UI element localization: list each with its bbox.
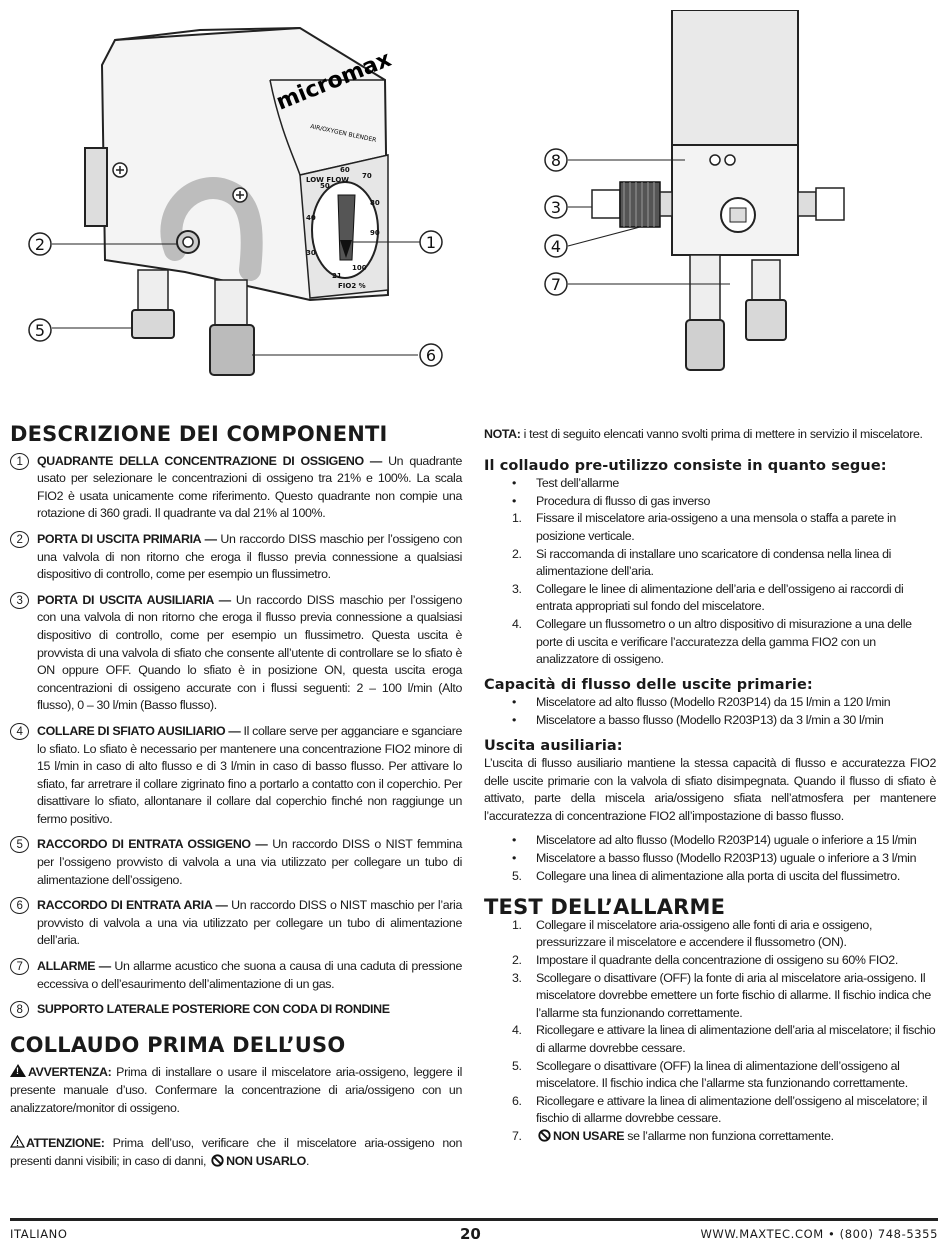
step-text: Collegare il miscelatore aria-ossigeno alle fonti di aria e ossigeno, pressurizzare il miscelatore e accendere il flussometro (ON). <box>536 917 873 950</box>
component-text: Un raccordo DISS maschio per l’ossigeno con una valvola di non ritorno che eroga il flusso previa connessione a qualsiasi dispositivo di controllo, come per esempio un flussimetro. <box>37 531 462 582</box>
step-number: 4. <box>512 616 522 631</box>
note-text: i test di seguito elencati vanno svolti prima di mettere in servizio il miscelatore. <box>520 427 923 441</box>
step-number: 5. <box>512 1058 522 1073</box>
dial-tick: 80 <box>370 199 380 207</box>
warning-icon <box>10 1064 26 1077</box>
heading-capacity: Capacità di flusso delle uscite primarie: <box>484 676 813 693</box>
step-number: 2. <box>512 546 522 561</box>
component-title: COLLARE DI SFIATO AUSILIARIO — <box>37 723 241 738</box>
list-item <box>484 546 936 581</box>
caution-end: . <box>305 1153 310 1168</box>
caution-icon <box>10 1135 25 1148</box>
heading-precheck: Il collaudo pre-utilizzo consiste in quanto segue: <box>484 457 887 474</box>
capacity-bullets <box>484 694 936 729</box>
step-number: 1. <box>512 917 522 932</box>
caution-label: ATTENZIONE: <box>26 1136 105 1151</box>
precheck-steps <box>484 510 936 668</box>
component-title: ALLARME — <box>37 959 111 974</box>
caution-text: Prima dell’uso, verificare che il miscelatore aria-ossigeno non presenti danni visibili; in caso di danni, <box>10 1136 462 1168</box>
component-text: Un allarme acustico che suona a causa di una caduta di pressione eccessiva o dell’esaurimento dell’alimentazione di un gas. <box>37 959 462 991</box>
alarm-steps <box>484 917 936 1146</box>
list-item <box>484 917 936 952</box>
dial-low-flow: LOW FLOW <box>306 176 349 184</box>
component-title: RACCORDO DI ENTRATA ARIA — <box>37 898 228 913</box>
step-text: Collegare un flussometro o un altro dispositivo di misurazione a una delle porte di uscita e verificare l’accuratezza della gamma FIO2 con un analizzatore di ossigeno. <box>536 616 912 667</box>
dial-tick: 90 <box>370 229 380 237</box>
step-number: 6. <box>512 1093 522 1108</box>
component-number: 2 <box>10 531 29 548</box>
step-number: 3. <box>512 970 522 985</box>
aux-steps <box>484 868 936 886</box>
list-item <box>484 1093 936 1128</box>
footer-contact: WWW.MAXTEC.COM • (800) 748-5355 <box>700 1227 938 1241</box>
component-item <box>10 836 462 889</box>
list-item: • Miscelatore ad alto flusso (Modello R203P14) uguale o inferiore a 15 l/min <box>484 832 936 850</box>
component-text: Un quadrante usato per selezionare le concentrazioni di ossigeno tra 21% e 100%. La scala FIO2 è usata unicamente come riferimento. Questo quadrante non compie una rotazione di 360 gradi. Il quadrante va dal 21% al 100%. <box>37 453 463 521</box>
page-number: 20 <box>460 1225 481 1243</box>
list-item <box>484 952 936 970</box>
dial-tick: 21 <box>332 272 342 280</box>
list-item <box>484 1022 936 1057</box>
blender-side-illustration <box>520 10 880 380</box>
warning-text: Prima di installare o usare il miscelatore aria-ossigeno, leggere il presente manuale d’uso. Confermare la concentrazione di aria/ossigeno con un analizzatore/monitor di ossigeno. <box>10 1065 462 1115</box>
dial-tick: 30 <box>306 249 316 257</box>
callout-1: 1 <box>425 233 437 252</box>
list-item <box>484 581 936 616</box>
component-item <box>10 453 462 523</box>
dial-tick: 40 <box>306 214 316 222</box>
list-item: • Miscelatore a basso flusso (Modello R203P13) da 3 l/min a 30 l/min <box>484 712 936 730</box>
component-text: Un raccordo DISS maschio per l’ossigeno con una valvola di non ritorno che eroga il flusso previa connessione a qualsiasi dispositivo di controllo, come per esempio un flussimetro. Questa uscita è provvista di una valvola di sfiato che consente all’utente di controllare se lo sfiato è ON oppure OFF. Quando lo sfiato è in posizione ON, questa uscita eroga concentrazioni di ossigeno accurate con i flussi seguenti: 2 – 100 l/min (Alto flusso), 0 – 30 l/min (Basso flusso). <box>37 592 462 713</box>
list-item <box>484 510 936 545</box>
component-text: Un raccordo DISS o NIST maschio per l’aria provvisto di valvola a una via utilizzato per collegare un tubo di alimentazione dell’aria. <box>37 898 462 948</box>
warning-paragraph <box>10 1064 462 1117</box>
brand-logo: micromax <box>272 46 395 116</box>
component-item <box>10 958 462 993</box>
component-item <box>10 1001 462 1019</box>
dial-tick: 70 <box>362 172 372 180</box>
step-text: Impostare il quadrante della concentrazione di ossigeno su 60% FIO2. <box>536 953 898 968</box>
note-label: NOTA: <box>484 427 521 441</box>
step-number: 1. <box>512 511 522 526</box>
list-item <box>484 1128 936 1146</box>
callout-8: 8 <box>550 151 562 170</box>
do-not-use-label: NON USARLO <box>226 1153 306 1168</box>
callout-5: 5 <box>34 321 46 340</box>
component-item <box>10 723 462 829</box>
component-number: 5 <box>10 836 29 853</box>
aux-paragraph: L’uscita di flusso ausiliario mantiene la stessa capacità di flusso e accuratezza FIO2 delle uscite primarie con la valvola di sfiato disimpegnata. Quando il flusso di sfiato è attivato, parte della miscela aria/ossigeno sfiata nell’atmosfera per mantenere l’accuratezza di concentrazione FIO2 all’impostazione di basso flusso. <box>484 756 936 823</box>
callout-7: 7 <box>550 275 562 294</box>
step-text: Scollegare o disattivare (OFF) la fonte di aria al miscelatore aria-ossigeno. Il miscelatore dovrebbe emettere un forte fischio di allarme. Il fischio indica che l’allarme sta funzionando correttamente. <box>536 970 931 1020</box>
step-number: 3. <box>512 581 522 596</box>
step-text: Ricollegare e attivare la linea di alimentazione dell’ossigeno al miscelatore; il fischio di allarme dovrebbe cessare. <box>536 1093 928 1126</box>
component-number: 3 <box>10 592 29 609</box>
component-number: 1 <box>10 453 29 470</box>
aux-bullets <box>484 832 936 867</box>
list-item <box>484 1058 936 1093</box>
component-title: SUPPORTO LATERALE POSTERIORE CON CODA DI RONDINE <box>37 1002 390 1017</box>
component-number: 6 <box>10 897 29 914</box>
heading-aux: Uscita ausiliaria: <box>484 737 623 754</box>
heading-test-before-use: COLLAUDO PRIMA DELL’USO <box>10 1032 346 1057</box>
callout-2: 2 <box>34 235 46 254</box>
caution-paragraph <box>10 1135 462 1170</box>
callout-3: 3 <box>550 198 562 217</box>
footer <box>10 1227 938 1245</box>
callout-4: 4 <box>550 237 562 256</box>
list-item <box>484 616 936 669</box>
list-item: • Test dell’allarme <box>484 475 936 493</box>
do-not-use-label: NON USARE <box>553 1128 625 1143</box>
list-item <box>484 970 936 1023</box>
step-number: 2. <box>512 953 522 968</box>
callout-6: 6 <box>425 346 437 365</box>
component-number: 8 <box>10 1001 29 1018</box>
step-number: 4. <box>512 1023 522 1038</box>
component-item <box>10 592 462 715</box>
heading-components: DESCRIZIONE DEI COMPONENTI <box>10 422 388 446</box>
list-item: • Miscelatore a basso flusso (Modello R203P13) uguale o inferiore a 3 l/min <box>484 850 936 868</box>
component-item <box>10 531 462 584</box>
component-title: PORTA DI USCITA AUSILIARIA — <box>37 592 231 607</box>
dial-tick: 60 <box>340 166 350 174</box>
device-label: AIR/OXYGEN BLENDER <box>309 123 377 144</box>
list-item: • Miscelatore ad alto flusso (Modello R203P14) da 15 l/min a 120 l/min <box>484 694 936 712</box>
component-title: QUADRANTE DELLA CONCENTRAZIONE DI OSSIGENO — <box>37 453 382 468</box>
component-text: Un raccordo DISS o NIST femmina per l’ossigeno provvisto di valvola a una via utilizzato per collegare un tubo di alimentazione dell’ossigeno. <box>37 837 463 887</box>
blender-front-illustration <box>10 10 460 390</box>
list-item <box>484 868 936 886</box>
step-text: Si raccomanda di installare uno scaricatore di condensa nella linea di alimentazione dell’aria. <box>536 546 892 579</box>
note-paragraph <box>484 426 936 444</box>
step-text: Fissare il miscelatore aria-ossigeno a una mensola o staffa a parete in posizione verticale. <box>536 511 896 543</box>
step-text: Collegare una linea di alimentazione alla porta di uscita del flussimetro. <box>536 868 900 883</box>
component-item <box>10 897 462 950</box>
step-text: Ricollegare e attivare la linea di alimentazione dell’aria al miscelatore; il fischio di allarme dovrebbe cessare. <box>536 1023 936 1055</box>
step-text: Scollegare o disattivare (OFF) la linea di alimentazione dell’ossigeno al miscelatore. Il fischio indica che l’allarme sta funzionando correttamente. <box>536 1058 908 1091</box>
dial-tick: 50 <box>320 182 330 190</box>
list-item: • Procedura di flusso di gas inverso <box>484 493 936 511</box>
heading-alarm-test: TEST DELL’ALLARME <box>484 895 726 920</box>
right-column <box>484 426 936 1146</box>
footer-divider <box>10 1218 938 1221</box>
component-number: 7 <box>10 958 29 975</box>
step-number: 5. <box>512 868 522 883</box>
step-text: se l’allarme non funziona correttamente. <box>624 1128 834 1143</box>
footer-language: ITALIANO <box>10 1227 68 1241</box>
left-column <box>10 422 463 1188</box>
component-number: 4 <box>10 723 29 740</box>
step-number: 7. <box>512 1128 522 1143</box>
prohibition-icon <box>211 1154 224 1167</box>
warning-label: AVVERTENZA: <box>28 1065 112 1080</box>
step-text: Collegare le linee di alimentazione dell’aria e dell’ossigeno ai raccordi di entrata appropriati sul fondo del miscelatore. <box>536 581 904 614</box>
prohibition-icon <box>538 1129 551 1142</box>
precheck-bullets <box>484 475 936 510</box>
component-text: Il collare serve per agganciare e sganciare lo sfiato. Lo sfiato è necessario per mantenere una concentrazione FIO2 minore di 15 l/min in caso di alto flusso e di 3 l/min in caso di basso flusso. Per attivare lo sfiato, far arretrare il collare zigrinato fino a portarlo a contatto con il coperchio. Per disattivare lo sfiato, allontanare il collare dal coperchio finché non raggiunge un fermo positivo. <box>37 723 463 826</box>
component-title: RACCORDO DI ENTRATA OSSIGENO — <box>37 837 268 852</box>
dial-fio2-pct: FIO2 % <box>338 282 366 290</box>
dial-tick: 100 <box>352 264 367 272</box>
component-title: PORTA DI USCITA PRIMARIA — <box>37 531 217 546</box>
